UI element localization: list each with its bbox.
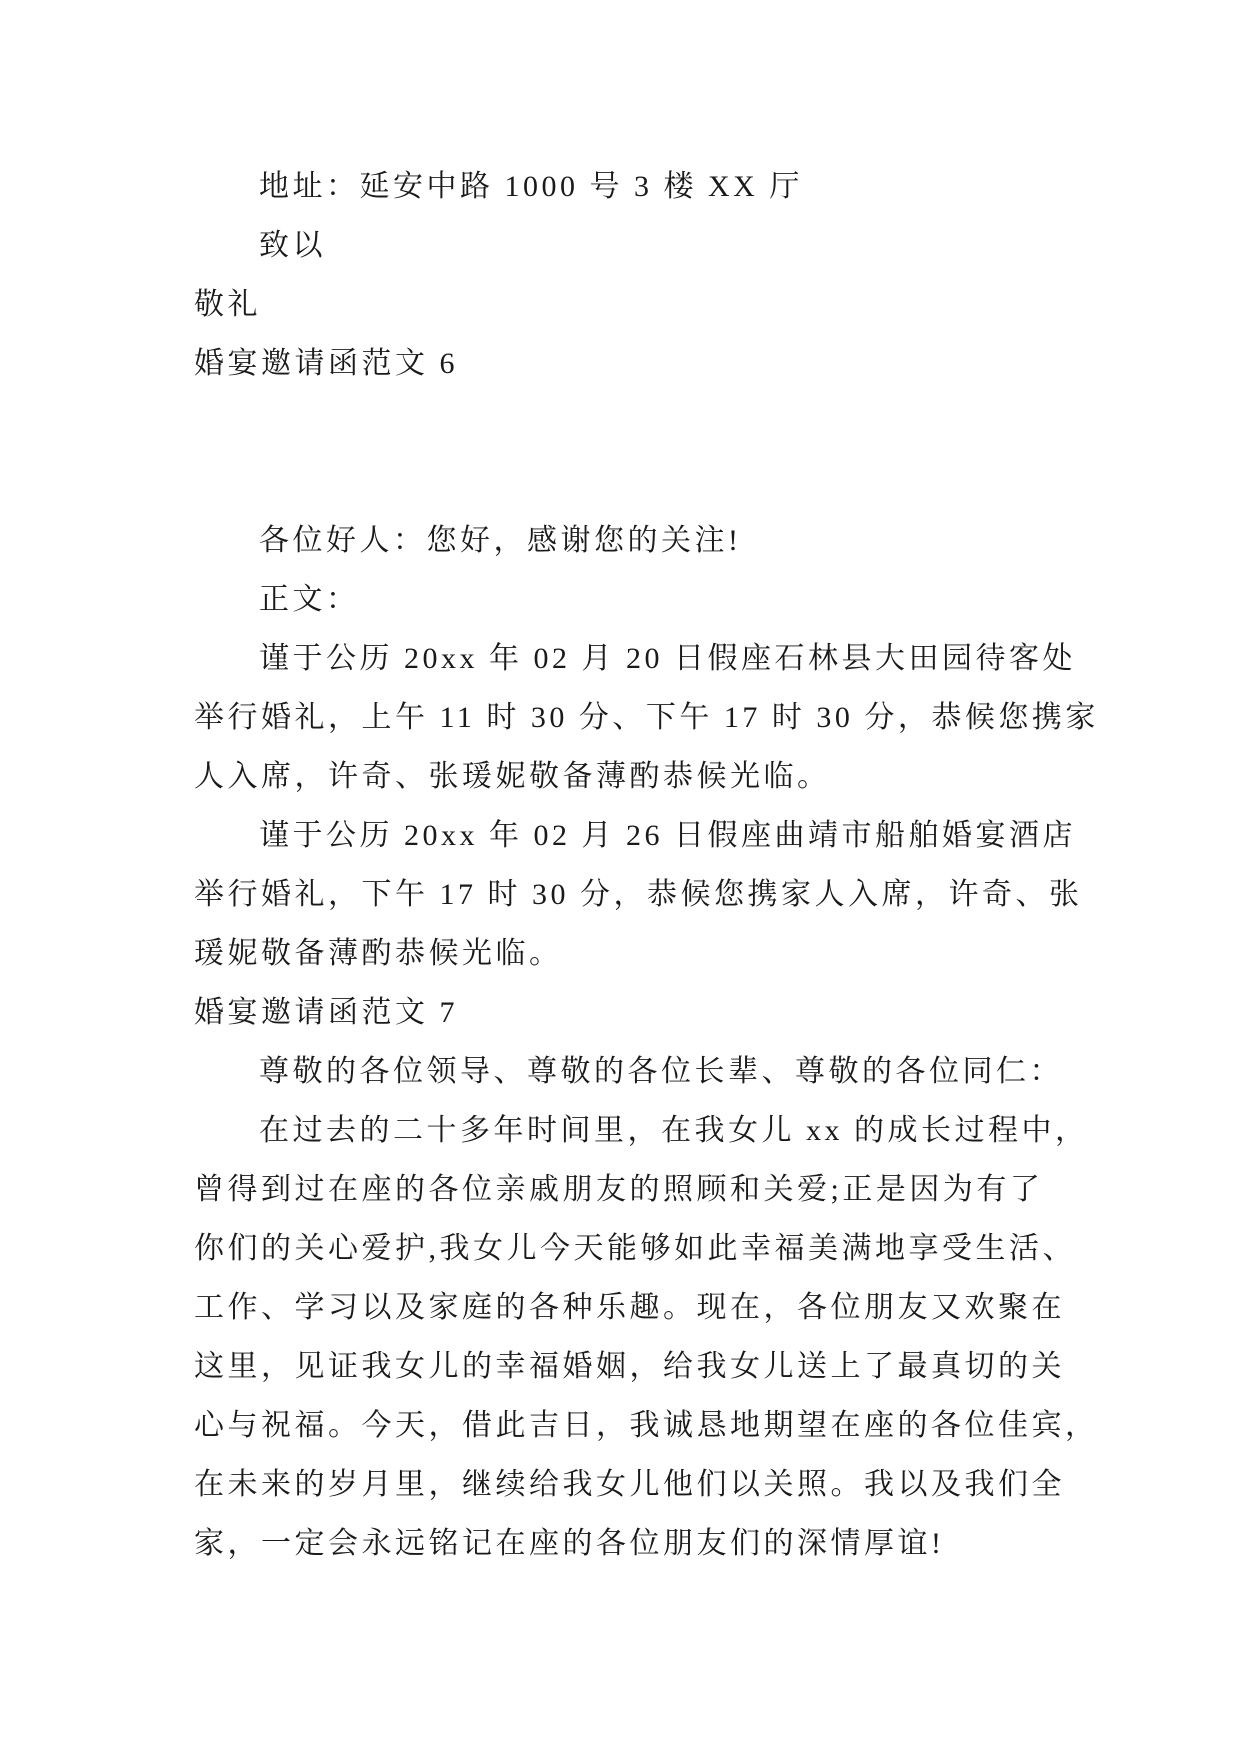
paragraph-line: 心与祝福。今天，借此吉日，我诚恳地期望在座的各位佳宾， xyxy=(194,1409,1099,1442)
sample-6-salutation: 各位好人：您好，感谢您的关注! xyxy=(259,524,742,557)
paragraph-line: 曾得到过在座的各位亲戚朋友的照顾和关爱;正是因为有了 xyxy=(194,1173,1044,1206)
sample-7-heading: 婚宴邀请函范文 7 xyxy=(194,996,458,1029)
spacer xyxy=(194,393,1174,452)
paragraph-line: 人入席，许奇、张瑗妮敬备薄酌恭候光临。 xyxy=(194,760,831,793)
sample-7-paragraph xyxy=(194,1101,1174,1573)
closing-line-1: 致以 xyxy=(259,229,326,262)
paragraph-line: 在未来的岁月里，继续给我女儿他们以关照。我以及我们全 xyxy=(194,1468,1065,1501)
closing-line-2: 敬礼 xyxy=(194,288,261,321)
paragraph-line: 家，一定会永远铭记在座的各位朋友们的深情厚谊! xyxy=(194,1527,945,1560)
paragraph-line: 举行婚礼，上午 11 时 30 分、下午 17 时 30 分，恭候您携家 xyxy=(194,701,1099,734)
sample-6-body-label: 正文： xyxy=(259,583,360,616)
spacer xyxy=(194,452,1174,511)
sample-6-paragraph-1 xyxy=(194,629,1174,806)
sample-7-salutation: 尊敬的各位领导、尊敬的各位长辈、尊敬的各位同仁： xyxy=(259,1055,1063,1088)
paragraph-line: 这里，见证我女儿的幸福婚姻，给我女儿送上了最真切的关 xyxy=(194,1350,1065,1383)
paragraph-line: 瑗妮敬备薄酌恭候光临。 xyxy=(194,937,563,970)
paragraph-line: 在过去的二十多年时间里，在我女儿 xx 的成长过程中， xyxy=(259,1114,1089,1147)
paragraph-line: 谨于公历 20xx 年 02 月 26 日假座曲靖市船舶婚宴酒店 xyxy=(259,819,1076,852)
paragraph-line: 工作、学习以及家庭的各种乐趣。现在，各位朋友又欢聚在 xyxy=(194,1291,1065,1324)
paragraph-line: 谨于公历 20xx 年 02 月 20 日假座石林县大田园待客处 xyxy=(259,642,1076,675)
address-line: 地址：延安中路 1000 号 3 楼 XX 厅 xyxy=(259,170,803,203)
sample-6-paragraph-2 xyxy=(194,806,1174,983)
sample-6-heading: 婚宴邀请函范文 6 xyxy=(194,347,458,380)
document-body xyxy=(194,157,1174,1573)
paragraph-line: 举行婚礼，下午 17 时 30 分，恭候您携家人入席，许奇、张 xyxy=(194,878,1083,911)
paragraph-line: 你们的关心爱护,我女儿今天能够如此幸福美满地享受生活、 xyxy=(194,1232,1076,1265)
